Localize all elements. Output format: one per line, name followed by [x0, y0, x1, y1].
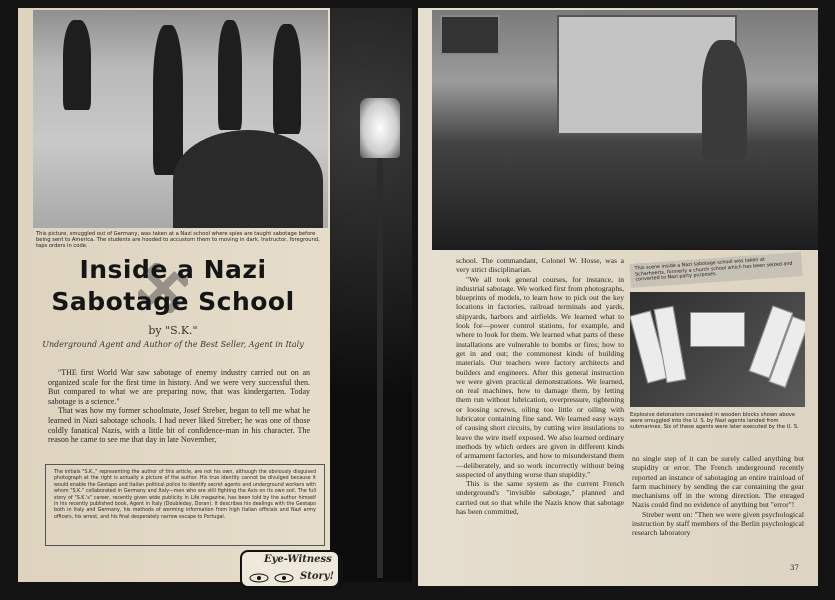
right-page	[418, 8, 818, 586]
left-page	[18, 8, 412, 582]
page-number: 37	[790, 564, 799, 572]
photo-caption: This picture, smuggled out of Germany, was taken at a Nazi school where spies are taught sabotage before being sent to America. The students are hooded to accustom them to moving in dark. Instructor, foreground, taps orders in code.	[36, 231, 320, 250]
eye-witness-badge: Eye-Witness Story!	[240, 550, 340, 588]
article-title: Inside a Nazi Sabotage School	[51, 255, 295, 316]
byline: by "S.K."	[148, 324, 198, 337]
classroom-caption: This scene inside a Nazi sabotage school was taken at Scharhoerts, formerly a church school which has been seized and converted to Nazi party purposes.	[629, 252, 802, 288]
article-body-column-1: school. The commandant, Colonel W. Hosse, was a very strict disciplinarian. "We all took general courses, for instance, in industrial sabotage. We worked first from photographs, blueprints of models, to learn how to pick out the key locations in factories, railroad terminals and yards, shipyards, harbors and airfields. We learned what to look for—power control stations, for example, and where to look for them. We learned what parts of these installations are vulnerable to bombs or fires; how to get in and out; the commonest kinds of building materials. Our teachers were factory architects and builders and engineers. After this general instruction we were given practical demonstrations. We learned, on real machines, how to damage them, by letting them run without lubrication, overpressure, tightening or loosing screws, oiling too little or oiling with lubricator containing fine sand. We learned easy ways of causing short circuits, by cutting wire insulations to leave the wire itself exposed. We also learned ordinary methods by which orders are given in different kinds of armament factories, and how to misunderstand them—deliberately, and so work incorrectly without being suspected of anything worse than stupidity." This is the same system as the current French underground's "invisible sabotage," planned and carried out so that while the Nazis know that sabotage has been committed,	[456, 256, 624, 517]
article-body-column-2: no single step of it can be surely called anything but stupidity or error. The French underground recently reported an instance of sabotaging an entire trainload of farm machinery by sending the car containing the gear mechanisms off in the wrong direction. The enraged Nazis could find no evidence of anything but "error"! Streber went on: "Then we were given psychological instruction by staff members of the Berlin psychological research laboratory	[632, 454, 804, 538]
sabotage-class-photo	[33, 10, 328, 228]
detonator-caption: Explosive detonators concealed in wooden blocks shown above were smuggled into the U. S. by Nazi agents landed from submarines. Six of these agents were later executed by the U. S.	[630, 412, 799, 431]
author-note-box: The initials "S.K.," representing the author of this article, are not his own, although the obviously disguised photograph at the right is actually a picture of the author. His true identity cannot be divulged because it would enable the Gestapo and Italian political police to identify secret agents and underground workers with whom "S.K." collaborated in Germany and Italy—men who are still fighting the Axis on its own soil. The full story of "S.K.'s" career, recently given wide publicity in Life magazine, has been told by the author himself in his recently published book, Agent in Italy (Doubleday, Doran). It describes his dealings with the Gestapo both in Italy and Germany, his methods of worming information from high Italian officials and Nazi army officers, his arrest, and his final desperately narrow escape to Portugal.	[45, 464, 325, 546]
classroom-photo	[432, 10, 818, 250]
detonator-blocks-photo	[630, 292, 805, 407]
article-body: "THE first World War saw sabotage of enemy industry carried out on an organized scale for the first time in history. And we were very successful then. But compared to what we are preparing now, that was kindergarten. Today sabotage is a science." That was how my former schoolmate, Josef Streber, began to tell me what he learned in Nazi sabotage schools. I had never liked Streber; he was one of those coldly fanatical Nazis, with a little bit of confidence-man in his character. The reason he came to see me that day in late November,	[48, 368, 310, 445]
author-disguised-photo	[330, 8, 412, 582]
eyes-icon	[248, 571, 296, 585]
author-subtitle: Underground Agent and Author of the Best Seller, Agent in Italy	[42, 340, 304, 349]
street-lamp	[360, 98, 400, 158]
